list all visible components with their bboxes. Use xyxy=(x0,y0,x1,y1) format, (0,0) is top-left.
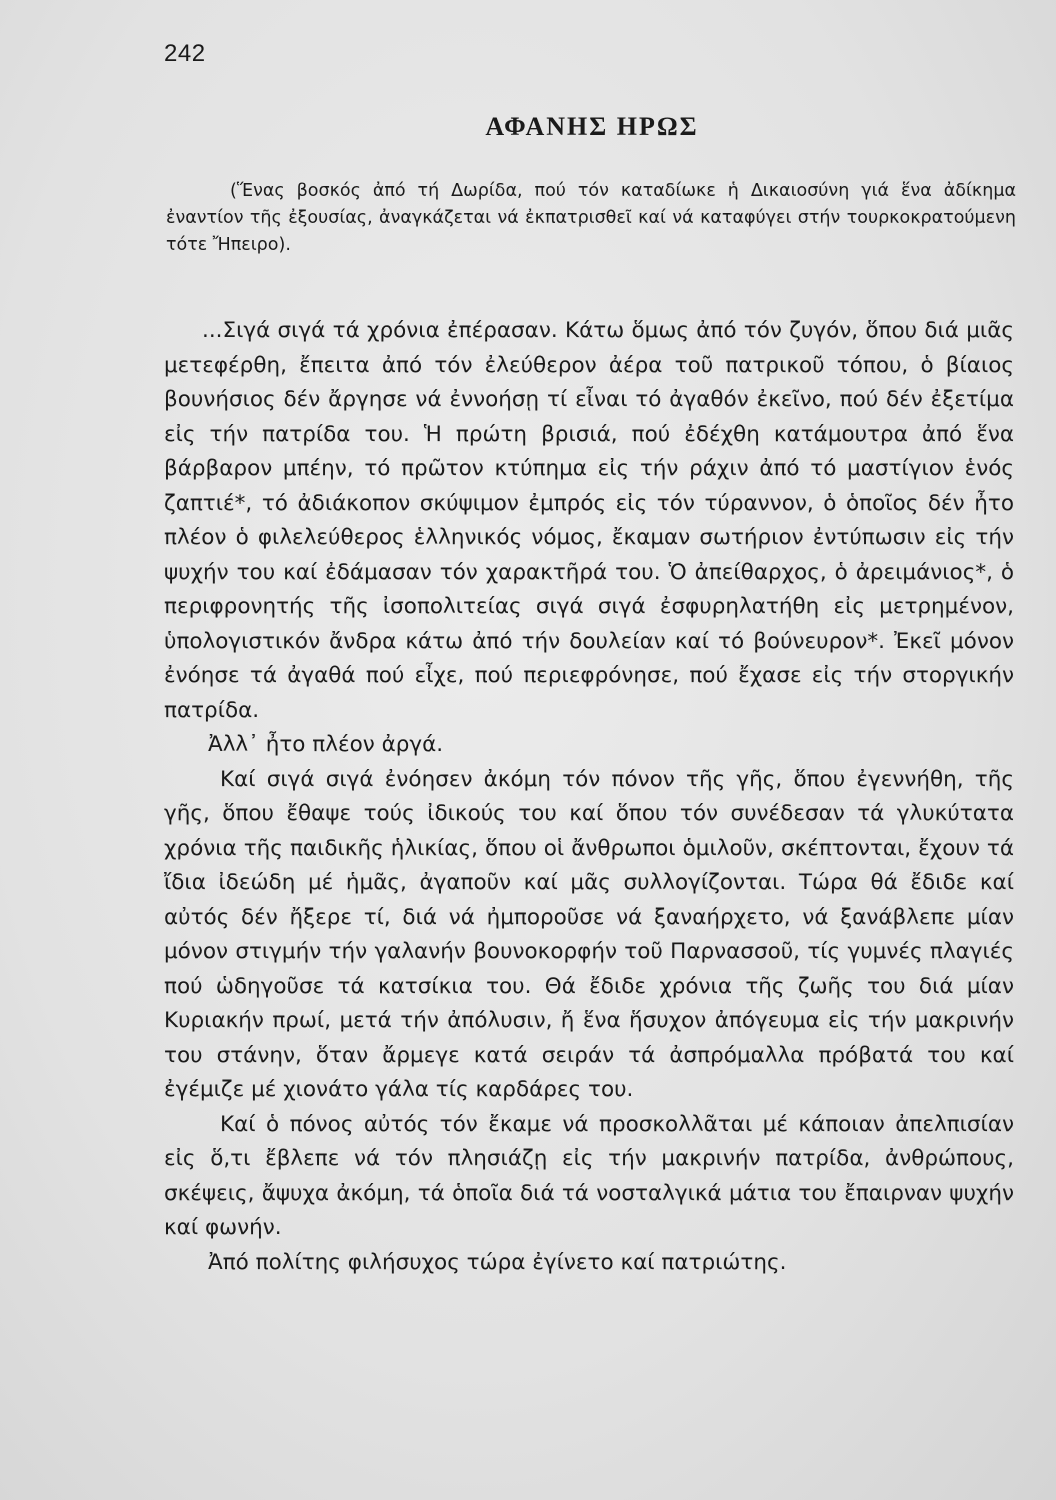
chapter-body xyxy=(164,314,1014,1280)
paragraph-1: ...Σιγά σιγά τά χρόνια ἐπέρασαν. Κάτω ὅμως ἀπό τόν ζυγόν, ὅπου διά μιᾶς μετεφέρθη, ἔπειτα ἀπό τόν ἐλεύθερον ἀέρα τοῦ πατρικοῦ τόπου, ὁ βίαιος βουνήσιος δέν ἄργησε νά ἐννοήσῃ τί εἶναι τό ἀγαθόν ἐκεῖνο, πού δέν ἐξετίμα εἰς τήν πατρίδα του. Ἡ πρώτη βρισιά, πού ἐδέχθη κατάμουτρα ἀπό ἕνα βάρβαρον μπέην, τό πρῶτον κτύπημα εἰς τήν ράχιν ἀπό τό μαστίγιον ἑνός ζαπτιέ*, τό ἀδιάκοπον σκύψιμον ἐμπρός εἰς τόν τύραννον, ὁ ὁποῖος δέν ἦτο πλέον ὁ φιλελεύθερος ἑλληνικός νόμος, ἔκαμαν σωτήριον ἐντύπωσιν εἰς τήν ψυχήν του καί ἐδάμασαν τόν χαρακτῆρά του. Ὁ ἀπείθαρχος, ὁ ἀρειμάνιος*, ὁ περιφρονητής τῆς ἰσοπολιτείας σιγά σιγά ἐσφυρηλατήθη εἰς μετρημένον, ὑπολογιστικόν ἄνδρα κάτω ἀπό τήν δουλείαν καί τό βούνευρον*. Ἐκεῖ μόνον ἐνόησε τά ἀγαθά πού εἶχε, πού περιεφρόνησε, πού ἔχασε εἰς τήν στοργικήν πατρίδα. xyxy=(164,318,1014,723)
chapter-title: ΑΦΑΝΗΣ ΗΡΩΣ xyxy=(485,112,699,141)
paragraph-5: Ἀπό πολίτης φιλήσυχος τώρα ἐγίνετο καί πατριώτης. xyxy=(208,1249,787,1275)
paragraph-4: Καί ὁ πόνος αὐτός τόν ἔκαμε νά προσκολλᾶται μέ κάποιαν ἀπελπισίαν εἰς ὅ,τι ἔβλεπε νά τόν πλησιάζῃ εἰς τήν μακρινήν πατρίδα, ἀνθρώπους, σκέψεις, ἄψυχα ἀκόμη, τά ὁποῖα διά τά νοσταλγικά μάτια του ἔπαιρναν ψυχήν καί φωνήν. xyxy=(164,1111,1014,1240)
chapter-intro-note: (Ἕνας βοσκός ἀπό τή Δωρίδα, πού τόν καταδίωκε ἡ Δικαιοσύνη γιά ἕνα ἀδίκημα ἐναντίον τῆς ἐξουσίας, ἀναγκάζεται νά ἐκπατρισθεῖ καί νά καταφύγει στήν τουρκοκρατούμενη τότε Ἤπειρο). xyxy=(166,181,1016,255)
paragraph-2: Ἀλλ᾽ ἦτο πλέον ἀργά. xyxy=(208,732,444,757)
paragraph-3: Καί σιγά σιγά ἐνόησεν ἀκόμη τόν πόνον τῆς γῆς, ὅπου ἐγεννήθη, τῆς γῆς, ὅπου ἔθαψε τούς ἰδικούς του καί ὅπου τόν συνέδεσαν τά γλυκύτατα χρόνια τῆς παιδικῆς ἡλικίας, ὅπου οἱ ἄνθρωποι ὁμιλοῦν, σκέπτονται, ἔχουν τά ἴδια ἰδεώδη μέ ἡμᾶς, ἀγαποῦν καί μᾶς συλλογίζονται. Τώρα θά ἔδιδε καί αὐτός δέν ἤξερε τί, διά νά ἠμποροῦσε νά ξαναήρχετο, νά ξανάβλεπε μίαν μόνον στιγμήν τήν γαλανήν βουνοκορφήν τοῦ Παρνασσοῦ, τίς γυμνές πλαγιές πού ὡδηγοῦσε τά κατσίκια του. Θά ἔδιδε χρόνια τῆς ζωῆς του διά μίαν Κυριακήν πρωί, μετά τήν ἀπόλυσιν, ἤ ἕνα ἥσυχον ἀπόγευμα εἰς τήν μακρινήν του στάνην, ὅταν ἄρμεγε κατά σειράν τά ἀσπρόμαλλα πρόβατά του καί ἐγέμιζε μέ χιονάτο γάλα τίς καρδάρες του. xyxy=(164,766,1014,1102)
page-number: 242 xyxy=(164,40,206,67)
